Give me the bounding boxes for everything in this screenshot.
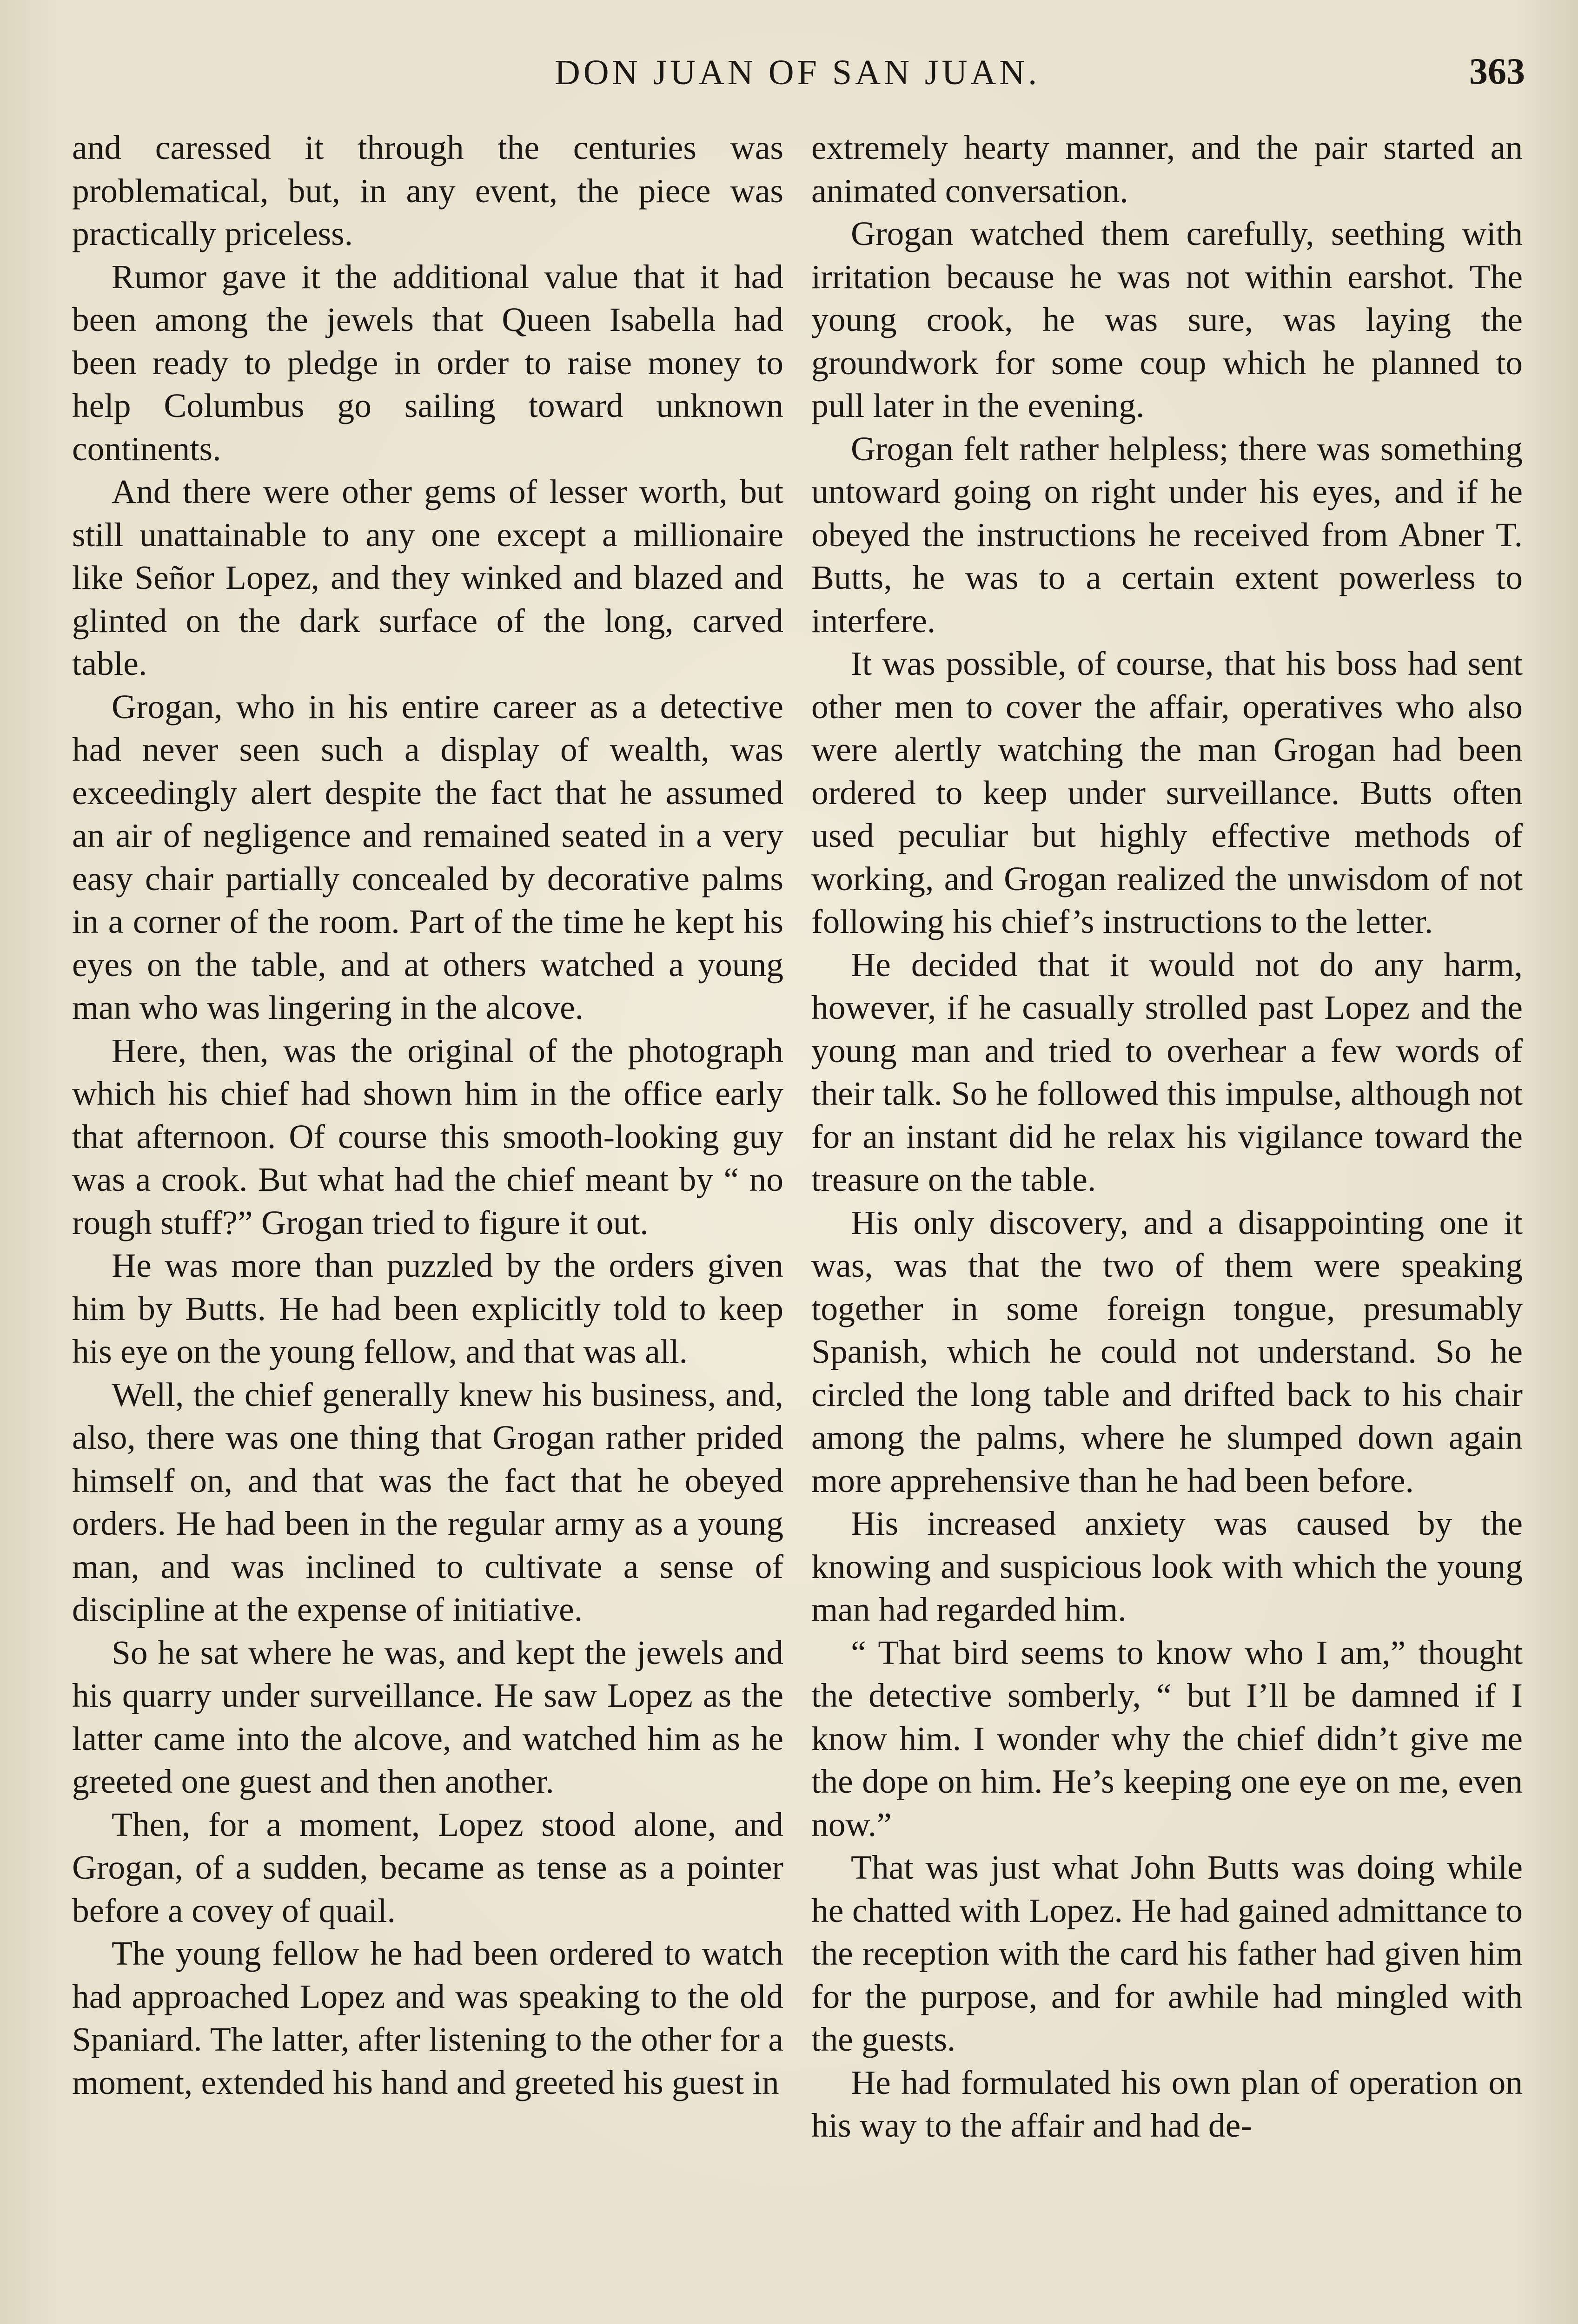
paragraph: He was more than puzzled by the orders given him by Butts. He had been explicitly told to keep his eye on the young fellow, and that was all. — [72, 1247, 783, 1370]
paragraph: So he sat where he was, and kept the jewels and his quarry under surveillance. He saw Lopez as the latter came into the alcove, and watched him as he greeted one guest and then another. — [72, 1633, 783, 1800]
paragraph: Grogan felt rather helpless; there was something untoward going on right under his eyes, and if he obeyed the instructions he received from Abner T. Butts, he was to a certain extent powerless to interfere. — [811, 429, 1523, 640]
paragraph: His only discovery, and a disappointing one it was, was that the two of them were speaking together in some foreign tongue, presumably Spanish, which he could not understand. So he circled the long table and drifted back to his chair among the palms, where he slumped down again more apprehensive than he had been before. — [811, 1203, 1523, 1499]
paragraph: He decided that it would not do any harm, however, if he casually strolled past Lopez and the young man and tried to overhear a few words of their talk. So he followed this impulse, although not for an instant did he relax his vigilance toward the treasure on the table. — [811, 945, 1523, 1198]
paragraph: He had formulated his own plan of operation on his way to the affair and had de- — [811, 2063, 1523, 2144]
paragraph: That was just what John Butts was doing while he chatted with Lopez. He had gained admittance to the reception with the card his father had given him for the purpose, and for awhile had mingled with the guests. — [811, 1849, 1523, 2058]
running-title: DON JUAN OF SAN JUAN. — [554, 53, 1041, 92]
right-column — [811, 126, 1523, 2147]
paragraph: The young fellow he had been ordered to watch had approached Lopez and was speaking to the old Spaniard. The latter, after listening to the other for a moment, extended his hand and greeted his guest in — [72, 1934, 783, 2101]
paragraph: Rumor gave it the additional value that it had been among the jewels that Queen Isabella had been ready to pledge in order to raise money to help Columbus go sailing toward unknown continents. — [72, 257, 783, 468]
paragraph: And there were other gems of lesser worth, but still unattainable to any one except a millionaire like Señor Lopez, and they winked and blazed and glinted on the dark surface of the long, carved table. — [72, 473, 783, 682]
paragraph: Here, then, was the original of the photograph which his chief had shown him in the office early that afternoon. Of course this smooth-looking guy was a crook. But what had the chief meant by “ no rough stuff?” Grogan tried to figure it out. — [72, 1031, 783, 1241]
paragraph: Well, the chief generally knew his business, and, also, there was one thing that Grogan rather prided himself on, and that was the fact that he obeyed orders. He had been in the regular army as a young man, and was inclined to cultivate a sense of discipline at the expense of initiative. — [72, 1375, 783, 1628]
paragraph: It was possible, of course, that his boss had sent other men to cover the affair, operatives who also were alertly watching the man Grogan had been ordered to keep under surveillance. Butts often used peculiar but highly effective methods of working, and Grogan realized the unwisdom of not following his chief’s instructions to the letter. — [811, 645, 1523, 940]
page-number: 363 — [1469, 51, 1525, 92]
paragraph: Then, for a moment, Lopez stood alone, and Grogan, of a sudden, became as tense as a pointer before a covey of quail. — [72, 1805, 783, 1929]
paragraph: extremely hearty manner, and the pair started an animated conversation. — [811, 129, 1523, 210]
paragraph: Grogan watched them carefully, seething with irritation because he was not within earshot. The young crook, he was sure, was laying the groundwork for some coup which he planned to pull later in the evening. — [811, 215, 1523, 424]
paragraph: Grogan, who in his entire career as a detective had never seen such a display of wealth, was exceedingly alert despite the fact that he assumed an air of negligence and remained seated in a very easy chair partially concealed by decorative palms in a corner of the room. Part of the time he kept his eyes on the table, and at others watched a young man who was lingering in the alcove. — [72, 687, 783, 1026]
paragraph: and caressed it through the centuries was problematical, but, in any event, the piece was practically priceless. — [72, 129, 783, 252]
page-header — [70, 44, 1525, 105]
paragraph: His increased anxiety was caused by the knowing and suspicious look with which the young man had regarded him. — [811, 1505, 1523, 1628]
left-column — [72, 126, 783, 2104]
paragraph: “ That bird seems to know who I am,” thought the detective somberly, “ but I’ll be damned if I know him. I wonder why the chief didn’t give me the dope on him. He’s keeping one eye on me, even now.” — [811, 1633, 1523, 1843]
